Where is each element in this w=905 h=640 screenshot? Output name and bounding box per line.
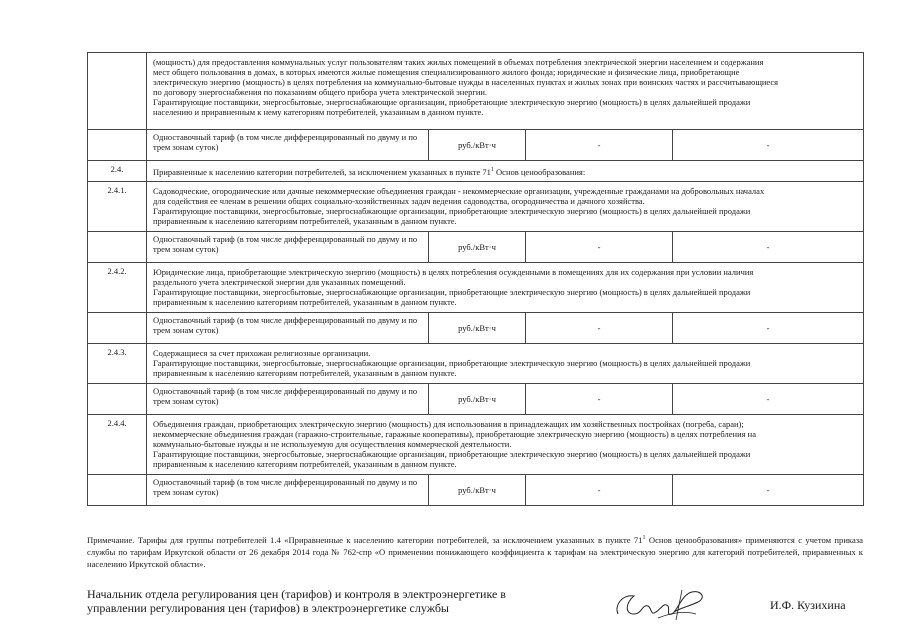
value-cell: - [526,384,673,415]
value-cell: - [673,313,864,344]
tariff-row [88,313,864,344]
position-line: Начальник отдела регулирования цен (тарифов) и контроля в электроэнергетике в [87,587,506,601]
position-line: управлении регулирования цен (тарифов) в электроэнергетике службы [87,601,449,615]
item-number: 2.4.3. [88,344,147,384]
section-title: Приравненные к населению категории потребителей, за исключением указанных в пункте $71^1$ Основ ценообразования: [147,161,864,182]
tariff-row [88,232,864,263]
value-cell: - [673,130,864,161]
tariff-label: Одноставочный тариф (в том числе дифференцированный по двуму и по трем зонам суток) [147,232,429,263]
value-cell: - [673,475,864,506]
tariff-row [88,384,864,415]
unit-cell: руб./кВт·ч [429,384,526,415]
tariff-row [88,130,864,161]
tariff-table [87,52,864,506]
value-cell: - [673,384,864,415]
table-row [88,344,864,384]
value-cell: - [526,313,673,344]
item-number: 2.4.4. [88,415,147,475]
unit-cell: руб./кВт·ч [429,475,526,506]
tariff-row [88,475,864,506]
unit-cell: руб./кВт·ч [429,130,526,161]
value-cell: - [526,232,673,263]
unit-cell: руб./кВт·ч [429,313,526,344]
table-row [88,263,864,313]
item-number: 2.4.2. [88,263,147,313]
category-description: Содержащиеся за счет прихожан религиозные организации. Гарантирующие поставщики, энергосбытовые, энергоснабжающие организации, приобретающие электрическую энергию (мощность) в целях дальнейшей продажи приравненным к населению категориям потребителей, указанным в данном пункте. [147,344,864,384]
num-cell [88,53,147,130]
tariff-label: Одноставочный тариф (в том числе дифференцированный по двуму и по трем зонам суток) [147,130,429,161]
signer-name: И.Ф. Кузихина [770,598,846,612]
item-number: 2.4.1. [88,182,147,232]
table-row [88,182,864,232]
tariff-label: Одноставочный тариф (в том числе дифференцированный по двуму и по трем зонам суток) [147,475,429,506]
handwritten-signature [612,584,712,624]
table-row [88,415,864,475]
category-description: Юридические лица, приобретающие электрическую энергию (мощность) в целях потребления осужденными в помещениях для их содержания при условии наличия раздельного учета электрической энергии для указанных помещений. Гарантирующие поставщики, энергосбытовые, энергоснабжающие организации, приобретающие электрическую энергию (мощность) в целях дальнейшей продажи приравненным к населению категориям потребителей, указанным в данном пункте. [147,263,864,313]
category-description: Объединения граждан, приобретающих электрическую энергию (мощность) для использования в принадлежащих им хозяйственных постройках (погреба, сараи); некоммерческие объединения граждан (гаражно-строительные, гаражные кооперативы), приобретающие электрическую энергию (мощность) в целях потребления на коммунально-бытовые нужды и не используемую для осуществления коммерческой деятельности. Гарантирующие поставщики, энергосбытовые, энергоснабжающие организации, приобретающие электрическую энергию (мощность) в целях дальнейшей продажи приравненным к населению категориям потребителей, указанным в данном пункте. [147,415,864,475]
value-cell: - [673,232,864,263]
value-cell: - [526,130,673,161]
value-cell: - [526,475,673,506]
section-number: 2.4. [88,161,147,182]
tariff-label: Одноставочный тариф (в том числе дифференцированный по двуму и по трем зонам суток) [147,313,429,344]
footnote: Примечание. Тарифы для группы потребителей 1.4 «Приравненные к населению категории потребителей, за исключением указанных в пункте $71^1$ Основ ценообразования» применяются с учетом приказа службы по тарифам Иркутской области от 26 декабря 2014 года № 762-спр «О применении понижающего коэффициента к тарифам на электрическую энергию для категорий потребителей, приравненных к населению Иркутской области». [87,534,863,569]
category-description: Садоводческие, огороднические или дачные некоммерческие объединения граждан - некоммерческие организации, учрежденные гражданами на добровольных началах для содействия ее членам в решении общих социально-хозяйственных задач ведения садоводства, огородничества и дачного хозяйства. Гарантирующие поставщики, энергосбытовые, энергоснабжающие организации, приобретающие электрическую энергию (мощность) в целях дальнейшей продажи приравненным к населению категориям потребителей, указанным в данном пункте. [147,182,864,232]
table-row [88,53,864,130]
unit-cell: руб./кВт·ч [429,232,526,263]
signatory-position [87,587,506,615]
category-description: (мощность) для предоставления коммунальных услуг пользователям таких жилых помещений в объемах потребления электрической энергии населением и содержания мест общего пользования в домах, в которых имеются жилые помещения специализированного жилого фонда; юридические и физические лица, приобретающие электрическую энергию (мощность) в целях потребления на коммунально-бытовые нужды в населенных пунктах и жилых зонах при воинских частях и рассчитывающиеся по договору энергоснабжения по показаниям общего прибора учета электрической энергии. Гарантирующие поставщики, энергосбытовые, энергоснабжающие организации, приобретающие электрическую энергию (мощность) в целях дальнейшей продажи населению и приравненным к нему категориям потребителей, указанным в данном пункте. [147,53,864,130]
section-row [88,161,864,182]
tariff-label: Одноставочный тариф (в том числе дифференцированный по двуму и по трем зонам суток) [147,384,429,415]
